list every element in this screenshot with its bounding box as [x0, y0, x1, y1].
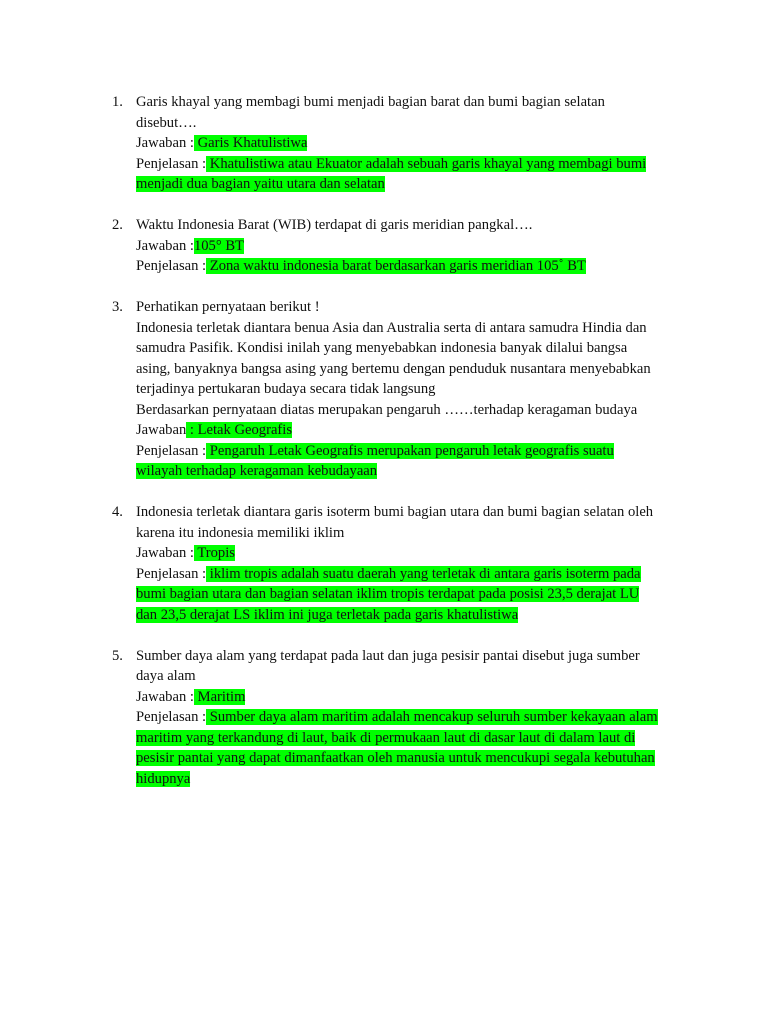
explanation-highlight: menjadi dua bagian yaitu utara dan selatan: [136, 176, 385, 192]
explanation-highlight: dan 23,5 derajat LS iklim ini juga terletak pada garis khatulistiwa: [136, 606, 519, 623]
question-number: 3.: [112, 299, 123, 315]
question-text-line: Waktu Indonesia Barat (WIB) terdapat di garis meridian pangkal….: [136, 217, 533, 233]
question-item: [0, 215, 680, 277]
explanation-line: [136, 174, 680, 195]
explanation-line: [136, 728, 680, 749]
answer-label: Jawaban :: [136, 545, 194, 561]
question-item: [0, 646, 680, 790]
question-number: 4.: [112, 504, 123, 520]
explanation-highlight: wilayah terhadap keragaman kebudayaan: [136, 463, 378, 479]
question-number: 2.: [112, 217, 123, 233]
explanation-line: [136, 707, 680, 728]
answer-highlight: Maritim: [193, 688, 246, 705]
answer-line: [136, 133, 680, 154]
question-number: 1.: [112, 94, 123, 110]
explanation-line: [136, 584, 680, 605]
question-text-line: Garis khayal yang membagi bumi menjadi bagian barat dan bumi bagian selatan: [136, 94, 605, 110]
explanation-line: [136, 769, 680, 790]
question-item: [0, 502, 680, 625]
explanation-highlight: Pengaruh Letak Geografis merupakan pengaruh letak geografis suatu: [206, 442, 614, 459]
question-item: [0, 297, 680, 482]
answer-line: [136, 687, 680, 708]
explanation-highlight: hidupnya: [136, 770, 191, 787]
explanation-line: [136, 564, 680, 585]
explanation-highlight: Khatulistiwa atau Ekuator adalah sebuah garis khayal yang membagi bumi: [206, 155, 647, 172]
question-list: [0, 92, 768, 789]
question-text-line: Sumber daya alam yang terdapat pada laut dan juga pesisir pantai disebut juga sumber: [136, 647, 640, 664]
explanation-highlight: bumi bagian utara dan bagian selatan iklim tropis terdapat pada posisi 23,5 derajat LU: [136, 586, 640, 602]
question-text-line: disebut….: [136, 114, 197, 131]
answer-line: [136, 236, 680, 257]
explanation-label: Penjelasan :: [136, 258, 207, 274]
answer-label: Jawaban :: [136, 688, 194, 705]
explanation-highlight: Zona waktu indonesia barat berdasarkan garis meridian 105˚ BT: [206, 258, 586, 274]
answer-highlight: : Letak Geografis: [186, 422, 293, 438]
explanation-label: Penjelasan :: [136, 442, 207, 459]
explanation-label: Penjelasan :: [136, 565, 207, 582]
answer-label: Jawaban :: [136, 237, 194, 254]
explanation-line: [136, 441, 680, 462]
explanation-label: Penjelasan :: [136, 709, 207, 725]
explanation-highlight: Sumber daya alam maritim adalah mencakup seluruh sumber kekayaan alam: [206, 709, 658, 725]
answer-line: [136, 420, 680, 441]
answer-highlight: Garis Khatulistiwa: [193, 135, 308, 151]
question-text-line: samudra Pasifik. Kondisi inilah yang menyebabkan indonesia banyak dilalui bangsa: [136, 340, 628, 356]
explanation-line: [136, 748, 680, 769]
answer-label: Jawaban: [136, 422, 187, 438]
explanation-line: [136, 256, 680, 277]
answer-highlight: Tropis: [193, 545, 235, 561]
question-text-line: Perhatikan pernyataan berikut !: [136, 299, 320, 315]
answer-label: Jawaban :: [136, 135, 194, 151]
explanation-highlight: pesisir pantai yang dapat dimanfaatkan oleh manusia untuk mencukupi segala kebutuhan: [136, 750, 655, 766]
question-text-line: karena itu indonesia memiliki iklim: [136, 524, 345, 541]
question-text-line: Indonesia terletak diantara garis isoterm bumi bagian utara dan bumi bagian selatan oleh: [136, 504, 654, 520]
question-text-line: Berdasarkan pernyataan diatas merupakan pengaruh ……terhadap keragaman budaya: [136, 401, 638, 418]
question-text-line: terjadinya pertukaran budaya secara tidak langsung: [136, 381, 436, 397]
explanation-line: [136, 154, 680, 175]
explanation-line: [136, 605, 680, 626]
explanation-highlight: iklim tropis adalah suatu daerah yang terletak di antara garis isoterm pada: [206, 565, 641, 582]
answer-highlight: 105° BT: [193, 237, 244, 254]
explanation-line: [136, 461, 680, 482]
explanation-label: Penjelasan :: [136, 155, 207, 172]
question-number: 5.: [112, 647, 123, 664]
question-text-line: Indonesia terletak diantara benua Asia dan Australia serta di antara samudra Hindia dan: [136, 319, 647, 336]
question-text-line: asing, banyaknya bangsa asing yang bertemu dengan penduduk nusantara menyebabkan: [136, 360, 651, 377]
explanation-highlight: maritim yang terkandung di laut, baik di permukaan laut di dasar laut di dalam laut di: [136, 729, 636, 746]
question-item: [0, 92, 680, 195]
document-page: [0, 92, 768, 810]
answer-line: [136, 543, 680, 564]
question-text-line: daya alam: [136, 668, 196, 684]
